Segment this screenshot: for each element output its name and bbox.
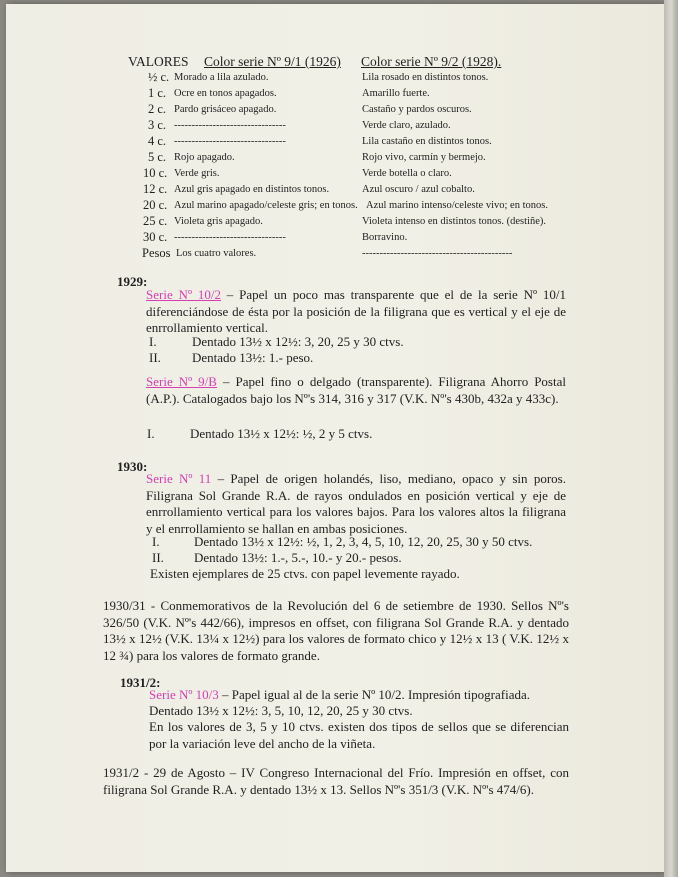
- color-1926-cell: Verde gris.: [174, 168, 220, 179]
- item-numeral: II.: [152, 550, 164, 565]
- col2-header: Color serie Nº 9/2 (1928).: [361, 54, 502, 69]
- denomination-cell: 25 c.: [143, 214, 168, 228]
- valores-label: VALORES: [128, 54, 189, 69]
- color-1926-cell: Rojo apagado.: [174, 152, 235, 163]
- year-1931-2: 1931/2:: [120, 675, 161, 690]
- item-numeral: I.: [149, 334, 157, 349]
- year-1930: 1930:: [117, 459, 148, 474]
- congreso-frio-paragraph: 1931/2 - 29 de Agosto – IV Congreso Internacional del Frío. Impresión en offset, con filigrana Sol Grande R.A. y dentado 13½ x 13. Sellos Nº's 351/3 (V.K. Nº's 474/6).: [103, 765, 569, 797]
- color-1926-cell: --------------------------------: [174, 232, 286, 243]
- color-1928-cell: Verde claro, azulado.: [362, 120, 451, 131]
- serie-9b-link[interactable]: Serie Nº 9/B: [146, 374, 217, 389]
- col1-header: Color serie Nº 9/1 (1926): [204, 54, 341, 69]
- color-1926-cell: Azul gris apagado en distintos tonos.: [174, 184, 330, 195]
- denomination-cell: 4 c.: [148, 134, 167, 148]
- serie-11-paragraph: Serie Nº 11 – Papel de origen holandés, liso, mediano, opaco y sin poros. Filigrana Sol Grande R.A. de rayos ondulados en posición vertical y eje de enrrollamiento vertical para los valores bajos. Para los valores altos la filigrana y el enrrollamiento se hallan en ambas posiciones.: [146, 471, 566, 536]
- color-1928-cell: Violeta intenso en distintos tonos. (destiñe).: [362, 216, 546, 227]
- denomination-cell: 12 c.: [143, 182, 168, 196]
- item-text: Dentado 13½ x 12½: 3, 20, 25 y 30 ctvs.: [192, 334, 404, 349]
- color-1926-cell: Morado a lila azulado.: [174, 72, 269, 83]
- denomination-cell: 30 c.: [143, 230, 168, 244]
- serie-10-3-link[interactable]: Serie Nº 10/3: [149, 687, 219, 702]
- color-1926-cell: Los cuatro valores.: [176, 248, 257, 259]
- serie-9b-paragraph: Serie Nº 9/B – Papel fino o delgado (transparente). Filigrana Ahorro Postal (A.P.). Catalogados bajo los Nº's 314, 316 y 317 (V.K. Nº's 430b, 432a y 433c).: [146, 374, 566, 406]
- serie-10-3-line: Serie Nº 10/3 – Papel igual al de la serie Nº 10/2. Impresión tipografiada.: [149, 687, 530, 702]
- serie-10-2-link[interactable]: Serie Nº 10/2: [146, 287, 221, 302]
- color-1928-cell: Borravino.: [362, 232, 408, 243]
- color-1928-cell: Amarillo fuerte.: [362, 88, 430, 99]
- denomination-cell: 10 c.: [143, 166, 168, 180]
- item-numeral: II.: [149, 350, 161, 365]
- dentado-text: Dentado 13½ x 12½: 3, 5, 10, 12, 20, 25 y 30 ctvs.: [149, 703, 413, 718]
- color-1928-cell: -------------------------------------------: [362, 248, 513, 259]
- color-1928-cell: Verde botella o claro.: [362, 168, 452, 179]
- item-text: Dentado 13½ x 12½: ½, 1, 2, 3, 4, 5, 10, 12, 20, 25, 30 y 50 ctvs.: [194, 534, 533, 549]
- valores-header: [128, 54, 189, 70]
- color-1926-cell: Ocre en tonos apagados.: [174, 88, 277, 99]
- item-text: Dentado 13½: 1.- peso.: [192, 350, 314, 365]
- page-edge-shadow: [664, 0, 678, 877]
- denomination-cell: 3 c.: [148, 118, 167, 132]
- color-1928-cell: Azul marino intenso/celeste vivo; en tonos.: [366, 200, 548, 211]
- color-1926-cell: --------------------------------: [174, 120, 286, 131]
- color-1928-cell: Lila castaño en distintos tonos.: [362, 136, 492, 147]
- denomination-cell: 1 c.: [148, 86, 167, 100]
- color-1926-cell: Violeta gris apagado.: [174, 216, 263, 227]
- color-1926-cell: Pardo grisáceo apagado.: [174, 104, 277, 115]
- denomination-cell: 5 c.: [148, 150, 167, 164]
- item-text: Dentado 13½ x 12½: ½, 2 y 5 ctvs.: [190, 426, 373, 441]
- denomination-cell: 2 c.: [148, 102, 167, 116]
- denomination-cell: 20 c.: [143, 198, 168, 212]
- color-1926-cell: --------------------------------: [174, 136, 286, 147]
- note-text: Existen ejemplares de 25 ctvs. con papel levemente rayado.: [150, 566, 460, 581]
- serie-11-link[interactable]: Serie Nº 11: [146, 471, 212, 486]
- item-numeral: I.: [152, 534, 160, 549]
- serie-10-2-paragraph: Serie Nº 10/2 – Papel un poco mas transparente que el de la serie Nº 10/1 diferenciándose de ésta por la posición de la filigrana que es vertical y el eje de enrrollamiento vertical.: [146, 287, 566, 335]
- denomination-cell: ½ c.: [148, 70, 170, 84]
- item-numeral: I.: [147, 426, 155, 441]
- color-1928-cell: Rojo vivo, carmín y bermejo.: [362, 152, 486, 163]
- color-1928-cell: Castaño y pardos oscuros.: [362, 104, 472, 115]
- item-text: Dentado 13½: 1.-, 5.-, 10.- y 20.- pesos.: [194, 550, 402, 565]
- denomination-cell: Pesos: [142, 246, 171, 260]
- year-1929: 1929:: [117, 274, 148, 289]
- color-1926-cell: Azul marino apagado/celeste gris; en tonos.: [174, 200, 358, 211]
- color-1928-cell: Lila rosado en distintos tonos.: [362, 72, 489, 83]
- color-1928-cell: Azul oscuro / azul cobalto.: [362, 184, 475, 195]
- note-text: En los valores de 3, 5 y 10 ctvs. existen dos tipos de sellos que se diferencian por la variación leve del ancho de la viñeta.: [149, 719, 569, 751]
- conmemorativos-1930-31-paragraph: 1930/31 - Conmemorativos de la Revolución del 6 de setiembre de 1930. Sellos Nº's 326/50 (V.K. Nº's 442/66), impresos en offset, con filigrana Sol Grande R.A. y dentado 13½ x 12½ (V.K. 13¼ x 12½) para los valores de formato chico y 12½ x 13 ( V.K. 12½ x 12 ¾) para los valores de formato grande.: [103, 598, 569, 663]
